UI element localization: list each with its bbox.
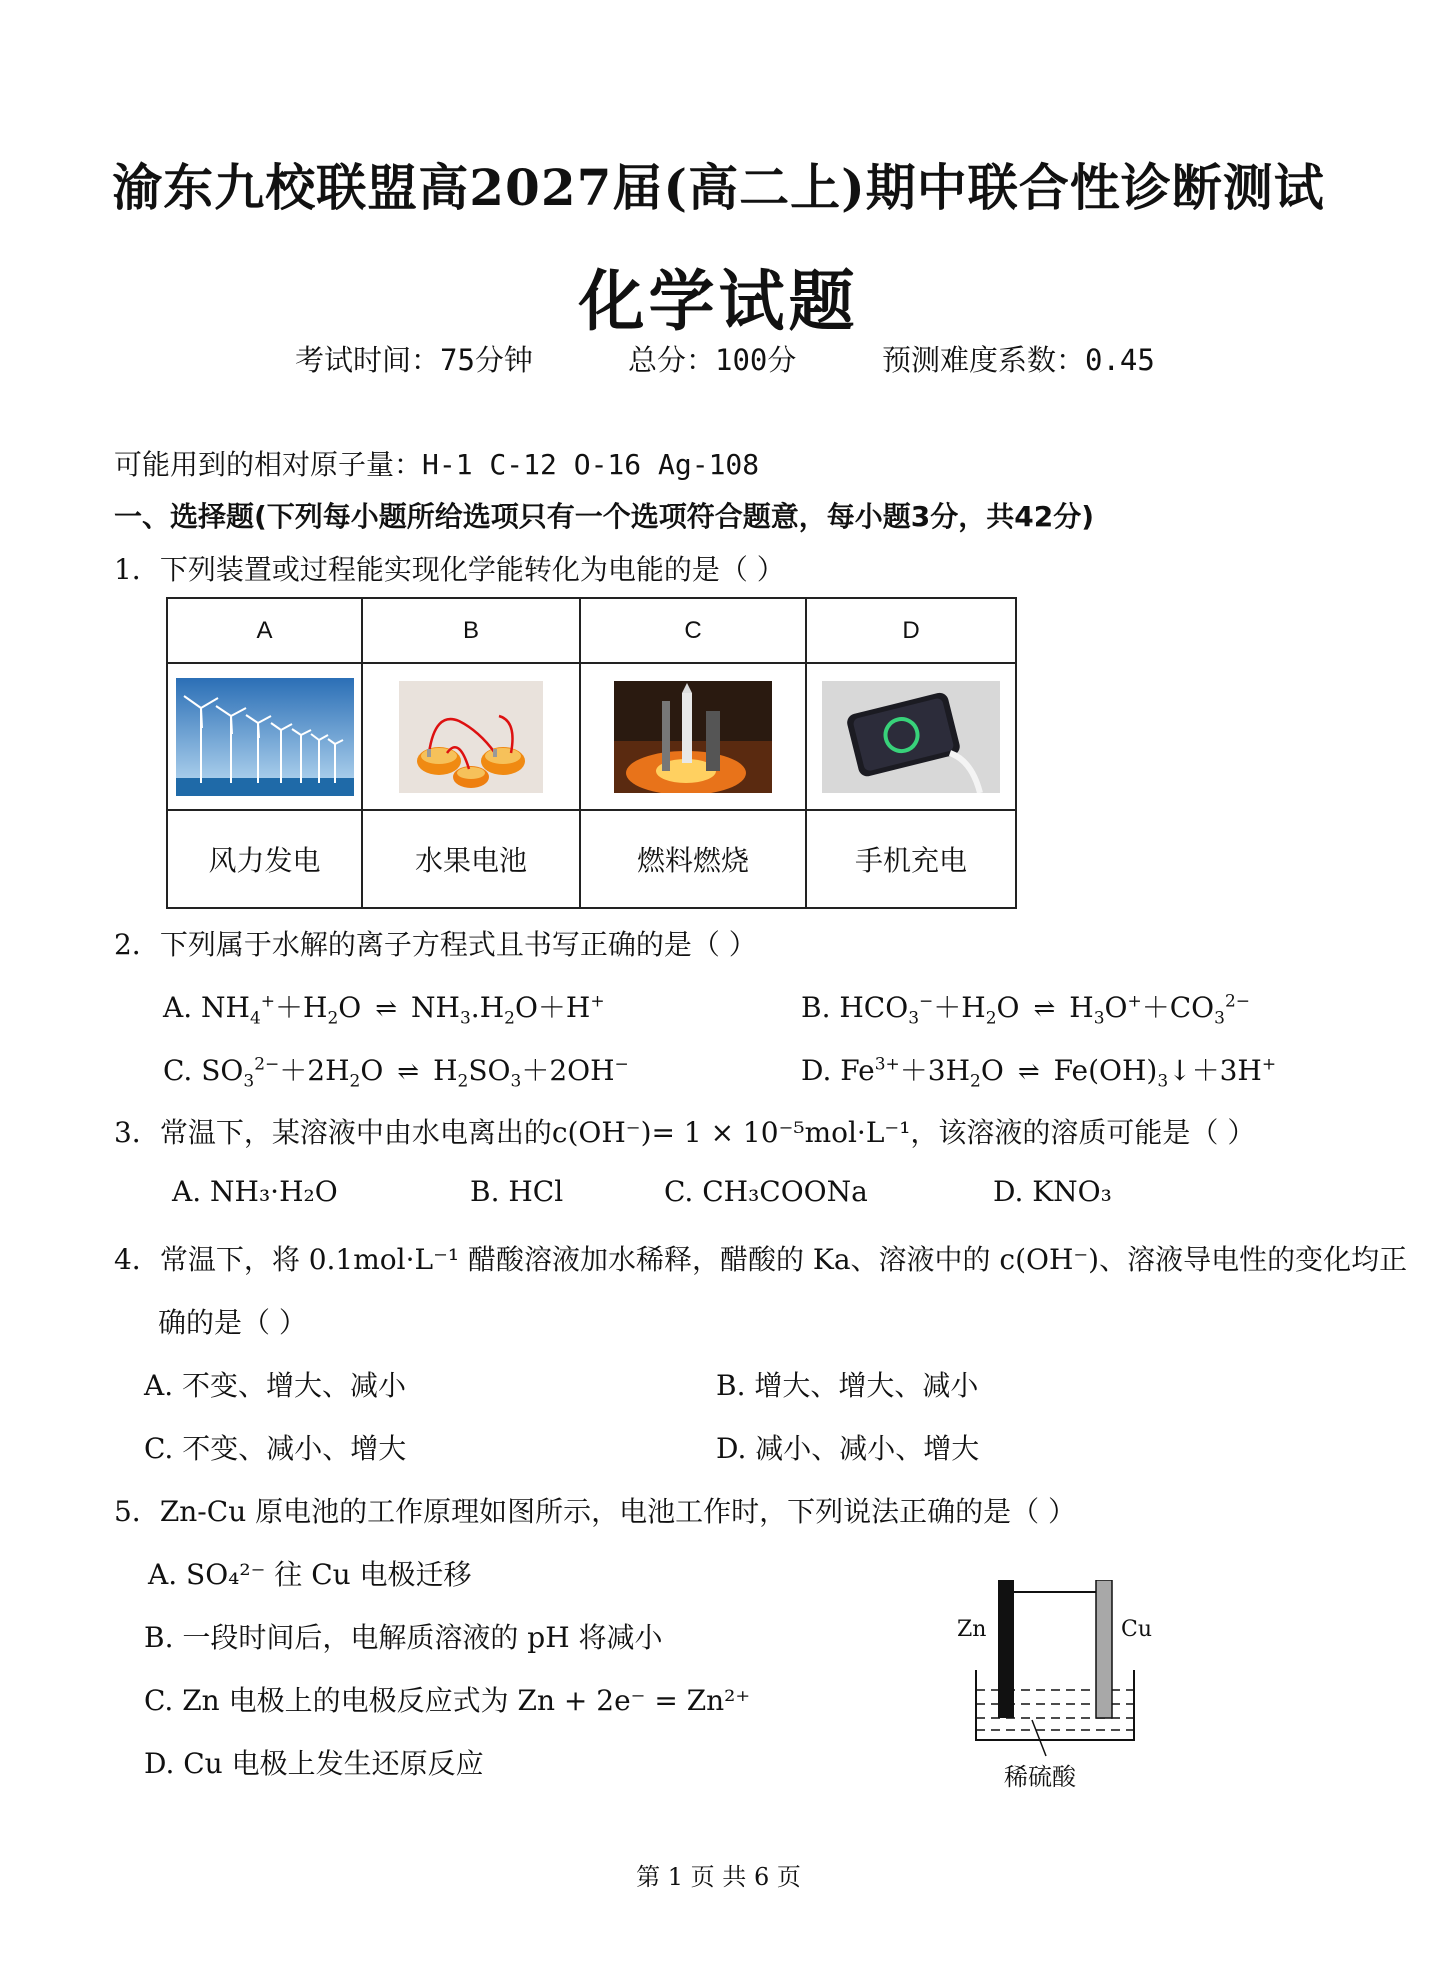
q5-option-d: D. Cu 电极上发生还原反应 bbox=[144, 1747, 484, 1780]
q1-header-b: B bbox=[362, 598, 580, 663]
q1-label-d: 手机充电 bbox=[806, 810, 1016, 908]
q4-stem-line2: 确的是（ ） bbox=[158, 1306, 307, 1339]
q1-header-d: D bbox=[806, 598, 1016, 663]
q1-stem: 1．下列装置或过程能实现化学能转化为电能的是（ ） bbox=[114, 553, 785, 586]
q1-label-a: 风力发电 bbox=[167, 810, 362, 908]
fruit-battery-photo bbox=[399, 681, 543, 793]
subject-title: 化学试题 bbox=[578, 262, 859, 340]
q5-option-b: B. 一段时间后，电解质溶液的 pH 将减小 bbox=[144, 1621, 663, 1654]
atomic-masses: 可能用到的相对原子量：H-1 C-12 O-16 Ag-108 bbox=[114, 448, 760, 481]
wind-turbines-photo bbox=[176, 678, 354, 796]
q1-image-d-cell bbox=[806, 663, 1016, 810]
zn-electrode bbox=[998, 1580, 1014, 1718]
phone-charging-photo bbox=[822, 681, 1000, 793]
q1-header-a: A bbox=[167, 598, 362, 663]
q1-image-b-cell bbox=[362, 663, 580, 810]
q5-option-a: A. SO₄²⁻ 往 Cu 电极迁移 bbox=[148, 1558, 472, 1591]
solution-label: 稀硫酸 bbox=[1004, 1763, 1076, 1791]
q3-option-c: C. CH₃COONa bbox=[664, 1175, 868, 1208]
equilibrium-arrow-icon: ⇌ bbox=[375, 994, 398, 1024]
exam-time: 考试时间：75分钟 bbox=[295, 343, 533, 377]
equilibrium-arrow-icon: ⇌ bbox=[1017, 1057, 1040, 1087]
q5-stem: 5．Zn-Cu 原电池的工作原理如图所示，电池工作时，下列说法正确的是（ ） bbox=[114, 1495, 1077, 1528]
q4-option-b: B. 增大、增大、减小 bbox=[716, 1369, 979, 1402]
q1-table bbox=[166, 597, 1017, 909]
q3-option-d: D. KNO₃ bbox=[993, 1175, 1112, 1208]
q1-image-a-cell bbox=[167, 663, 362, 810]
section-heading: 一、选择题(下列每小题所给选项只有一个选项符合题意，每小题3分，共42分) bbox=[114, 500, 1095, 533]
q1-header-c: C bbox=[580, 598, 806, 663]
q2-option-c: C. $SO_3^{2-}+2H_2O$ ⇌ $H_2SO_3+2OH^-$ bbox=[163, 1054, 629, 1092]
q2-option-c-letter: C. bbox=[163, 1054, 193, 1087]
q2-option-a: A. $NH_4^++H_2O$ ⇌ $NH_3.H_2O+H^+$ bbox=[163, 991, 605, 1029]
q4-option-c: C. 不变、减小、增大 bbox=[144, 1432, 407, 1465]
q2-option-d: D. $Fe^{3+}+3H_2O$ ⇌ $Fe(OH)_3↓+3H^+$ bbox=[801, 1054, 1277, 1092]
equilibrium-arrow-icon: ⇌ bbox=[397, 1057, 420, 1087]
cu-electrode bbox=[1096, 1580, 1112, 1718]
q3-stem: 3．常温下，某溶液中由水电离出的c(OH⁻)= 1 × 10⁻⁵mol·L⁻¹，该溶液的溶质可能是（ ） bbox=[114, 1116, 1256, 1149]
zn-label: Zn bbox=[957, 1617, 987, 1642]
q5-option-c: C. Zn 电极上的电极反应式为 Zn + 2e⁻ = Zn²⁺ bbox=[144, 1684, 751, 1717]
equilibrium-arrow-icon: ⇌ bbox=[1033, 994, 1056, 1024]
q4-option-d: D. 减小、减小、增大 bbox=[716, 1432, 980, 1465]
rocket-launch-photo bbox=[614, 681, 772, 793]
q2-option-a-letter: A. bbox=[163, 991, 193, 1024]
q4-option-a: A. 不变、增大、减小 bbox=[144, 1369, 407, 1402]
q3-option-a: A. NH₃·H₂O bbox=[172, 1175, 338, 1208]
q1-image-c-cell bbox=[580, 663, 806, 810]
q1-label-c: 燃料燃烧 bbox=[580, 810, 806, 908]
q2-option-d-letter: D. bbox=[801, 1054, 832, 1087]
total-score: 总分：100分 bbox=[628, 343, 797, 377]
q2-option-b-letter: B. bbox=[801, 991, 831, 1024]
cu-label: Cu bbox=[1121, 1617, 1153, 1642]
q1-label-b: 水果电池 bbox=[362, 810, 580, 908]
q2-stem: 2．下列属于水解的离子方程式且书写正确的是（ ） bbox=[114, 928, 757, 961]
q4-stem-line1: 4．常温下，将 0.1mol·L⁻¹ 醋酸溶液加水稀释，醋酸的 Ka、溶液中的 c(OH⁻)、溶液导电性的变化均正 bbox=[114, 1243, 1408, 1276]
q2-option-b: B. $HCO_3^-+H_2O$ ⇌ $H_3O^++CO_3^{2-}$ bbox=[801, 991, 1251, 1029]
q3-option-b: B. HCl bbox=[470, 1175, 564, 1208]
difficulty: 预测难度系数：0.45 bbox=[882, 343, 1155, 377]
page-footer: 第 1 页 共 6 页 bbox=[636, 1863, 801, 1891]
exam-title: 渝东九校联盟高2027届(高二上)期中联合性诊断测试 bbox=[112, 158, 1325, 217]
